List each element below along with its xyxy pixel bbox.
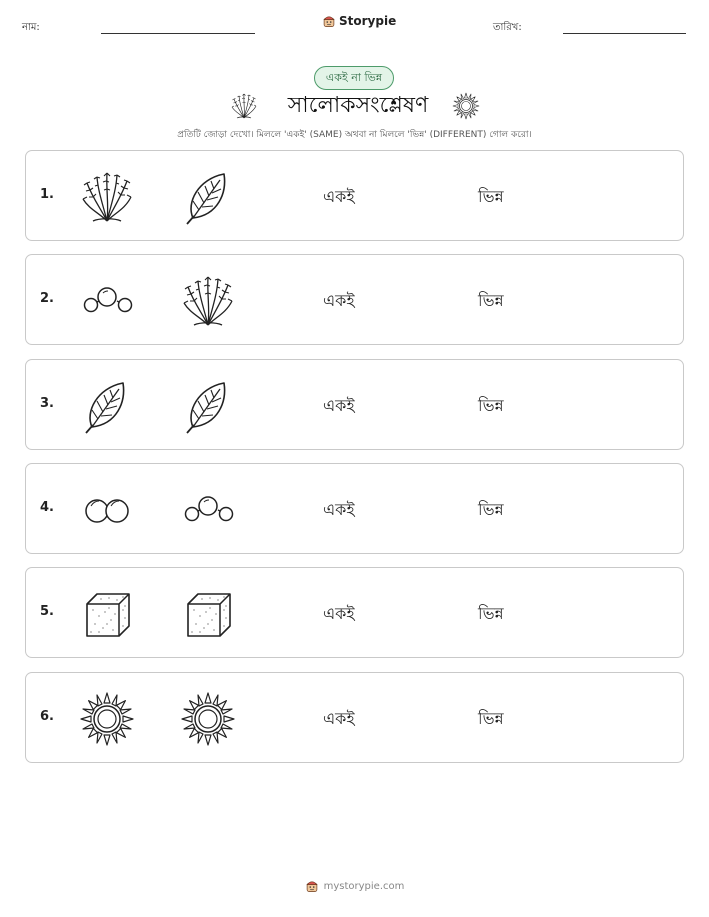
mascot-icon: [305, 879, 319, 893]
name-label: নাম:: [22, 22, 40, 33]
leaf-icon: [180, 169, 236, 225]
question-row: [25, 567, 684, 658]
question-number: 3.: [40, 395, 54, 411]
different-option[interactable]: ভিন্ন: [478, 499, 504, 519]
same-option[interactable]: একই: [323, 291, 355, 311]
sun-icon: [79, 691, 135, 747]
different-option[interactable]: ভিন্ন: [478, 708, 504, 728]
oxygen-molecule-icon: [79, 273, 135, 329]
oxygen-molecule-icon: [180, 482, 236, 538]
same-option[interactable]: একই: [323, 604, 355, 624]
question-number: 4.: [40, 499, 54, 515]
bubbles-icon: [79, 482, 135, 538]
worksheet-header: [0, 14, 709, 38]
different-option[interactable]: ভিন্ন: [478, 291, 504, 311]
same-option[interactable]: একই: [323, 499, 355, 519]
question-row: [25, 359, 684, 450]
date-label: তারিখ:: [493, 22, 522, 33]
plant-icon: [79, 169, 135, 225]
same-option[interactable]: একই: [323, 395, 355, 415]
different-option[interactable]: ভিন্ন: [478, 604, 504, 624]
plant-icon: [180, 273, 236, 329]
instruction-text: প্রতিটি জোড়া দেখো। মিললে 'একই' (SAME) অথবা না মিললে 'ভিন্ন' (DIFFERENT) গোল করো।: [177, 130, 532, 140]
question-row: [25, 463, 684, 554]
question-number: 2.: [40, 291, 54, 307]
footer-url: mystorypie.com: [323, 880, 405, 892]
brand-name: Storypie: [339, 14, 397, 28]
date-field[interactable]: [563, 33, 686, 34]
footer: [0, 879, 709, 893]
leaf-icon: [180, 378, 236, 434]
leaf-icon: [79, 378, 135, 434]
different-option[interactable]: ভিন্ন: [478, 395, 504, 415]
sugar-cube-icon: [180, 586, 236, 642]
question-row: [25, 254, 684, 345]
same-option[interactable]: একই: [323, 708, 355, 728]
sun-icon: [452, 92, 480, 120]
worksheet-type-badge: একই না ভিন্ন: [314, 66, 394, 90]
question-number: 6.: [40, 708, 54, 724]
title-row: [0, 90, 709, 122]
name-field[interactable]: [101, 33, 255, 34]
question-row: [25, 672, 684, 763]
mascot-icon: [322, 14, 336, 28]
brand-logo: [322, 14, 396, 28]
same-option[interactable]: একই: [323, 187, 355, 206]
sun-icon: [180, 691, 236, 747]
question-row: [25, 150, 684, 241]
different-option[interactable]: ভিন্ন: [478, 187, 504, 206]
plant-icon: [230, 92, 258, 120]
question-number: 5.: [40, 604, 54, 620]
sugar-cube-icon: [79, 586, 135, 642]
question-number: 1.: [40, 187, 54, 202]
page-title: সালোকসংশ্লেষণ: [287, 93, 429, 118]
